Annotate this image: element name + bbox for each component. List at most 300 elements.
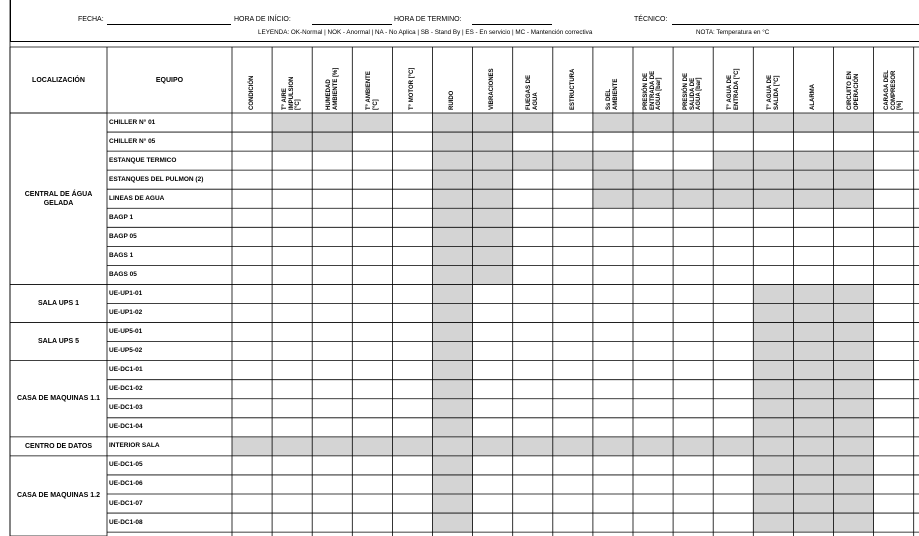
input-cell[interactable]	[513, 132, 553, 151]
input-cell[interactable]	[352, 380, 392, 399]
input-cell[interactable]	[513, 113, 553, 132]
input-cell[interactable]	[392, 113, 432, 132]
input-cell[interactable]	[232, 380, 272, 399]
input-cell[interactable]	[473, 132, 513, 151]
input-cell[interactable]	[874, 208, 914, 227]
input-cell[interactable]	[793, 456, 833, 475]
input-cell[interactable]	[312, 132, 352, 151]
input-cell[interactable]	[553, 342, 593, 361]
input-cell[interactable]	[473, 437, 513, 456]
input-cell[interactable]	[673, 418, 713, 437]
input-cell[interactable]	[553, 304, 593, 323]
input-cell[interactable]	[473, 399, 513, 418]
input-cell[interactable]	[874, 132, 914, 151]
input-cell[interactable]	[473, 513, 513, 532]
input-cell[interactable]	[433, 475, 473, 494]
input-cell[interactable]	[793, 284, 833, 303]
input-cell[interactable]	[593, 208, 633, 227]
input-cell[interactable]	[392, 399, 432, 418]
input-cell[interactable]	[633, 208, 673, 227]
input-cell[interactable]	[633, 437, 673, 456]
input-cell[interactable]	[433, 399, 473, 418]
input-cell[interactable]	[874, 418, 914, 437]
input-cell[interactable]	[232, 456, 272, 475]
input-cell[interactable]	[352, 189, 392, 208]
input-cell[interactable]	[673, 284, 713, 303]
input-cell[interactable]	[593, 456, 633, 475]
input-cell[interactable]	[473, 151, 513, 170]
input-cell[interactable]	[753, 151, 793, 170]
input-cell[interactable]	[272, 227, 312, 246]
input-cell[interactable]	[433, 265, 473, 284]
input-cell[interactable]	[392, 132, 432, 151]
input-cell[interactable]	[834, 323, 874, 342]
input-cell[interactable]	[232, 399, 272, 418]
input-cell[interactable]	[392, 513, 432, 532]
input-cell[interactable]	[793, 151, 833, 170]
input-cell[interactable]	[232, 304, 272, 323]
input-cell[interactable]	[713, 132, 753, 151]
input-cell[interactable]	[433, 361, 473, 380]
input-cell[interactable]	[272, 513, 312, 532]
input-cell[interactable]	[874, 361, 914, 380]
input-cell[interactable]	[753, 189, 793, 208]
input-cell[interactable]	[633, 475, 673, 494]
input-cell[interactable]	[673, 380, 713, 399]
input-cell[interactable]	[312, 151, 352, 170]
input-cell[interactable]	[593, 132, 633, 151]
input-cell[interactable]	[713, 456, 753, 475]
input-cell[interactable]	[673, 323, 713, 342]
input-cell[interactable]	[232, 494, 272, 513]
input-cell[interactable]	[272, 418, 312, 437]
input-cell[interactable]	[473, 475, 513, 494]
input-cell[interactable]	[874, 151, 914, 170]
input-cell[interactable]	[312, 246, 352, 265]
input-cell[interactable]	[473, 380, 513, 399]
input-cell[interactable]	[473, 227, 513, 246]
input-cell[interactable]	[433, 437, 473, 456]
input-cell[interactable]	[713, 246, 753, 265]
input-cell[interactable]	[834, 418, 874, 437]
input-cell[interactable]	[392, 342, 432, 361]
input-cell[interactable]	[433, 227, 473, 246]
input-cell[interactable]	[633, 151, 673, 170]
input-cell[interactable]	[673, 342, 713, 361]
input-cell[interactable]	[392, 189, 432, 208]
input-cell[interactable]	[834, 304, 874, 323]
input-cell[interactable]	[513, 227, 553, 246]
input-cell[interactable]	[834, 170, 874, 189]
input-cell[interactable]	[352, 418, 392, 437]
input-cell[interactable]	[593, 418, 633, 437]
input-cell[interactable]	[352, 399, 392, 418]
input-cell[interactable]	[834, 151, 874, 170]
input-cell[interactable]	[753, 265, 793, 284]
input-cell[interactable]	[392, 323, 432, 342]
input-cell[interactable]	[673, 132, 713, 151]
input-cell[interactable]	[793, 475, 833, 494]
input-cell[interactable]	[352, 246, 392, 265]
input-cell[interactable]	[713, 475, 753, 494]
input-cell[interactable]	[232, 246, 272, 265]
input-cell[interactable]	[753, 494, 793, 513]
input-cell[interactable]	[392, 265, 432, 284]
input-cell[interactable]	[392, 494, 432, 513]
input-cell[interactable]	[473, 323, 513, 342]
input-cell[interactable]	[433, 342, 473, 361]
input-cell[interactable]	[793, 170, 833, 189]
input-cell[interactable]	[753, 113, 793, 132]
input-cell[interactable]	[593, 323, 633, 342]
input-cell[interactable]	[513, 380, 553, 399]
input-cell[interactable]	[433, 284, 473, 303]
input-cell[interactable]	[593, 380, 633, 399]
input-cell[interactable]	[753, 456, 793, 475]
input-cell[interactable]	[673, 189, 713, 208]
input-cell[interactable]	[673, 437, 713, 456]
input-cell[interactable]	[392, 246, 432, 265]
input-cell[interactable]	[553, 494, 593, 513]
input-cell[interactable]	[673, 399, 713, 418]
input-cell[interactable]	[633, 456, 673, 475]
input-cell[interactable]	[513, 494, 553, 513]
input-cell[interactable]	[753, 132, 793, 151]
input-cell[interactable]	[834, 475, 874, 494]
input-cell[interactable]	[392, 208, 432, 227]
input-cell[interactable]	[553, 227, 593, 246]
input-cell[interactable]	[793, 132, 833, 151]
input-cell[interactable]	[874, 170, 914, 189]
input-cell[interactable]	[874, 323, 914, 342]
input-cell[interactable]	[753, 437, 793, 456]
input-cell[interactable]	[633, 494, 673, 513]
input-cell[interactable]	[633, 189, 673, 208]
input-cell[interactable]	[834, 494, 874, 513]
input-cell[interactable]	[874, 456, 914, 475]
input-cell[interactable]	[473, 418, 513, 437]
input-cell[interactable]	[793, 323, 833, 342]
input-cell[interactable]	[312, 265, 352, 284]
input-cell[interactable]	[874, 265, 914, 284]
input-cell[interactable]	[433, 246, 473, 265]
input-cell[interactable]	[553, 361, 593, 380]
input-cell[interactable]	[513, 189, 553, 208]
input-cell[interactable]	[392, 227, 432, 246]
input-cell[interactable]	[874, 342, 914, 361]
input-cell[interactable]	[753, 342, 793, 361]
input-cell[interactable]	[673, 513, 713, 532]
input-cell[interactable]	[272, 475, 312, 494]
input-cell[interactable]	[433, 189, 473, 208]
input-cell[interactable]	[553, 399, 593, 418]
input-cell[interactable]	[312, 494, 352, 513]
input-cell[interactable]	[713, 227, 753, 246]
input-cell[interactable]	[633, 380, 673, 399]
input-cell[interactable]	[593, 304, 633, 323]
input-cell[interactable]	[593, 342, 633, 361]
input-cell[interactable]	[633, 418, 673, 437]
input-cell[interactable]	[673, 246, 713, 265]
input-cell[interactable]	[232, 227, 272, 246]
input-cell[interactable]	[433, 113, 473, 132]
input-cell[interactable]	[753, 418, 793, 437]
input-cell[interactable]	[312, 189, 352, 208]
input-cell[interactable]	[272, 113, 312, 132]
input-cell[interactable]	[834, 113, 874, 132]
input-cell[interactable]	[232, 284, 272, 303]
input-cell[interactable]	[433, 208, 473, 227]
input-cell[interactable]	[352, 265, 392, 284]
input-cell[interactable]	[312, 342, 352, 361]
input-cell[interactable]	[713, 284, 753, 303]
input-cell[interactable]	[633, 265, 673, 284]
input-cell[interactable]	[352, 475, 392, 494]
input-cell[interactable]	[553, 265, 593, 284]
input-cell[interactable]	[272, 399, 312, 418]
input-cell[interactable]	[352, 456, 392, 475]
input-cell[interactable]	[272, 380, 312, 399]
input-cell[interactable]	[513, 246, 553, 265]
input-cell[interactable]	[793, 380, 833, 399]
input-cell[interactable]	[433, 513, 473, 532]
input-cell[interactable]	[753, 513, 793, 532]
input-cell[interactable]	[312, 323, 352, 342]
input-cell[interactable]	[392, 304, 432, 323]
input-cell[interactable]	[593, 151, 633, 170]
input-cell[interactable]	[513, 418, 553, 437]
input-cell[interactable]	[834, 342, 874, 361]
input-cell[interactable]	[553, 132, 593, 151]
input-cell[interactable]	[352, 342, 392, 361]
input-cell[interactable]	[793, 418, 833, 437]
input-cell[interactable]	[553, 475, 593, 494]
input-cell[interactable]	[352, 494, 392, 513]
input-cell[interactable]	[874, 380, 914, 399]
input-cell[interactable]	[633, 227, 673, 246]
input-cell[interactable]	[713, 513, 753, 532]
input-cell[interactable]	[553, 151, 593, 170]
input-cell[interactable]	[553, 113, 593, 132]
input-cell[interactable]	[312, 475, 352, 494]
input-cell[interactable]	[513, 151, 553, 170]
input-cell[interactable]	[352, 284, 392, 303]
input-cell[interactable]	[232, 418, 272, 437]
input-cell[interactable]	[232, 151, 272, 170]
input-cell[interactable]	[593, 437, 633, 456]
input-cell[interactable]	[513, 170, 553, 189]
input-cell[interactable]	[352, 113, 392, 132]
input-cell[interactable]	[834, 513, 874, 532]
input-cell[interactable]	[473, 342, 513, 361]
input-cell[interactable]	[352, 151, 392, 170]
input-cell[interactable]	[352, 304, 392, 323]
input-cell[interactable]	[713, 113, 753, 132]
input-cell[interactable]	[392, 151, 432, 170]
input-cell[interactable]	[312, 456, 352, 475]
input-cell[interactable]	[232, 132, 272, 151]
input-cell[interactable]	[793, 494, 833, 513]
input-cell[interactable]	[713, 437, 753, 456]
input-cell[interactable]	[272, 342, 312, 361]
input-cell[interactable]	[834, 208, 874, 227]
input-cell[interactable]	[713, 342, 753, 361]
input-cell[interactable]	[513, 399, 553, 418]
input-cell[interactable]	[553, 437, 593, 456]
input-cell[interactable]	[433, 151, 473, 170]
input-cell[interactable]	[352, 132, 392, 151]
input-cell[interactable]	[713, 189, 753, 208]
input-cell[interactable]	[593, 227, 633, 246]
input-cell[interactable]	[312, 399, 352, 418]
input-cell[interactable]	[713, 361, 753, 380]
input-cell[interactable]	[232, 113, 272, 132]
input-cell[interactable]	[312, 361, 352, 380]
input-cell[interactable]	[272, 304, 312, 323]
input-cell[interactable]	[553, 418, 593, 437]
input-cell[interactable]	[874, 227, 914, 246]
input-cell[interactable]	[392, 284, 432, 303]
input-cell[interactable]	[713, 151, 753, 170]
input-cell[interactable]	[673, 170, 713, 189]
input-cell[interactable]	[433, 304, 473, 323]
input-cell[interactable]	[793, 227, 833, 246]
input-cell[interactable]	[793, 113, 833, 132]
input-cell[interactable]	[272, 246, 312, 265]
input-cell[interactable]	[312, 284, 352, 303]
input-cell[interactable]	[753, 170, 793, 189]
input-cell[interactable]	[673, 456, 713, 475]
input-cell[interactable]	[673, 265, 713, 284]
input-cell[interactable]	[713, 208, 753, 227]
input-cell[interactable]	[272, 437, 312, 456]
input-cell[interactable]	[553, 380, 593, 399]
input-cell[interactable]	[593, 284, 633, 303]
input-cell[interactable]	[312, 380, 352, 399]
input-cell[interactable]	[673, 227, 713, 246]
input-cell[interactable]	[834, 246, 874, 265]
input-cell[interactable]	[793, 399, 833, 418]
input-cell[interactable]	[673, 151, 713, 170]
input-cell[interactable]	[392, 361, 432, 380]
input-cell[interactable]	[874, 246, 914, 265]
input-cell[interactable]	[834, 437, 874, 456]
input-cell[interactable]	[553, 189, 593, 208]
input-cell[interactable]	[834, 227, 874, 246]
input-cell[interactable]	[352, 361, 392, 380]
input-cell[interactable]	[673, 304, 713, 323]
input-cell[interactable]	[834, 456, 874, 475]
input-cell[interactable]	[874, 437, 914, 456]
input-cell[interactable]	[392, 456, 432, 475]
input-cell[interactable]	[673, 494, 713, 513]
input-cell[interactable]	[834, 361, 874, 380]
input-cell[interactable]	[793, 189, 833, 208]
input-cell[interactable]	[593, 113, 633, 132]
input-cell[interactable]	[232, 265, 272, 284]
input-cell[interactable]	[473, 113, 513, 132]
input-cell[interactable]	[593, 246, 633, 265]
input-cell[interactable]	[473, 246, 513, 265]
input-cell[interactable]	[793, 208, 833, 227]
input-cell[interactable]	[232, 208, 272, 227]
input-cell[interactable]	[513, 284, 553, 303]
input-cell[interactable]	[593, 189, 633, 208]
input-cell[interactable]	[272, 132, 312, 151]
input-cell[interactable]	[272, 284, 312, 303]
input-cell[interactable]	[513, 437, 553, 456]
input-cell[interactable]	[513, 475, 553, 494]
input-cell[interactable]	[753, 227, 793, 246]
input-cell[interactable]	[272, 189, 312, 208]
input-cell[interactable]	[793, 342, 833, 361]
input-cell[interactable]	[232, 513, 272, 532]
input-cell[interactable]	[513, 323, 553, 342]
input-cell[interactable]	[352, 208, 392, 227]
input-cell[interactable]	[272, 456, 312, 475]
input-cell[interactable]	[513, 361, 553, 380]
input-cell[interactable]	[513, 304, 553, 323]
input-cell[interactable]	[473, 361, 513, 380]
input-cell[interactable]	[553, 323, 593, 342]
input-cell[interactable]	[473, 189, 513, 208]
input-cell[interactable]	[433, 380, 473, 399]
input-cell[interactable]	[433, 418, 473, 437]
input-cell[interactable]	[874, 189, 914, 208]
input-cell[interactable]	[593, 170, 633, 189]
input-cell[interactable]	[673, 113, 713, 132]
input-cell[interactable]	[793, 304, 833, 323]
input-cell[interactable]	[633, 361, 673, 380]
input-cell[interactable]	[874, 399, 914, 418]
input-cell[interactable]	[272, 208, 312, 227]
input-cell[interactable]	[753, 380, 793, 399]
input-cell[interactable]	[553, 246, 593, 265]
input-cell[interactable]	[312, 113, 352, 132]
input-cell[interactable]	[753, 284, 793, 303]
input-cell[interactable]	[713, 399, 753, 418]
input-cell[interactable]	[593, 475, 633, 494]
input-cell[interactable]	[392, 437, 432, 456]
input-cell[interactable]	[232, 170, 272, 189]
input-cell[interactable]	[272, 494, 312, 513]
input-cell[interactable]	[312, 208, 352, 227]
input-cell[interactable]	[312, 304, 352, 323]
input-cell[interactable]	[433, 170, 473, 189]
input-cell[interactable]	[874, 513, 914, 532]
input-cell[interactable]	[312, 418, 352, 437]
input-cell[interactable]	[673, 361, 713, 380]
input-cell[interactable]	[713, 323, 753, 342]
input-cell[interactable]	[473, 170, 513, 189]
input-cell[interactable]	[473, 456, 513, 475]
input-cell[interactable]	[272, 265, 312, 284]
input-cell[interactable]	[593, 399, 633, 418]
input-cell[interactable]	[312, 170, 352, 189]
input-cell[interactable]	[753, 475, 793, 494]
input-cell[interactable]	[473, 284, 513, 303]
input-cell[interactable]	[352, 513, 392, 532]
input-cell[interactable]	[874, 304, 914, 323]
input-cell[interactable]	[553, 284, 593, 303]
input-cell[interactable]	[793, 265, 833, 284]
input-cell[interactable]	[473, 265, 513, 284]
input-cell[interactable]	[553, 456, 593, 475]
input-cell[interactable]	[834, 380, 874, 399]
input-cell[interactable]	[433, 323, 473, 342]
input-cell[interactable]	[352, 437, 392, 456]
input-cell[interactable]	[834, 284, 874, 303]
